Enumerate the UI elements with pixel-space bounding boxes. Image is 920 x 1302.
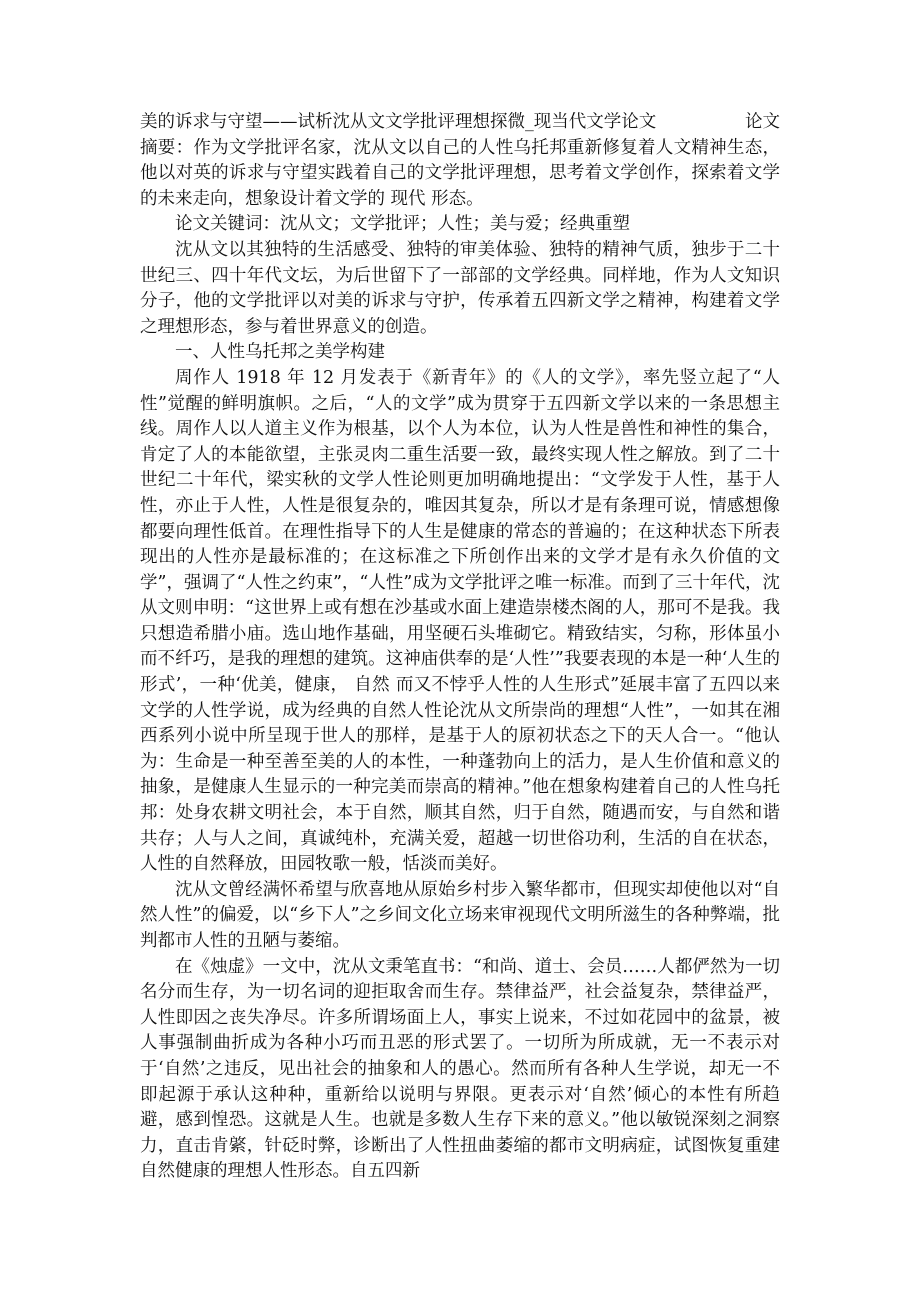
document-title: 美的诉求与守望——试析沈从文文学批评理想探微_现当代文学论文 [140, 112, 657, 132]
title-line [140, 110, 780, 136]
body-paragraph-1: 周作人 1918 年 12 月发表于《新青年》的《人的文学》，率先竖立起了“人性”觉醒的鲜明旗帜。之后，“人的文学”成为贯穿于五四新文学以来的一条思想主线。周作人以人道主义作为根基，以个人为本位，认为人性是兽性和神性的集合，肯定了人的本能欲望，主张灵肉二重生活要一致，最终实现人性之解放。到了二十世纪二十年代，梁实秋的文学人性论则更加明确地提出：“文学发于人性，基于人性，亦止于人性，人性是很复杂的，唯因其复杂，所以才是有条理可说，情感想像都要向理性低首。在理性指导下的人生是健康的常态的普遍的；在这种状态下所表现出的人性亦是最标准的；在这标准之下所创作出来的文学才是有永久价值的文学”，强调了“人性之约束”，“人性”成为文学批评之唯一标准。而到了三十年代，沈从文则申明：“这世界上或有想在沙基或水面上建造崇楼杰阁的人，那可不是我。我只想造希腊小庙。选山地作基础，用坚硬石头堆砌它。精致结实，匀称，形体虽小而不纤巧，是我的理想的建筑。这神庙供奉的是‘人性’”我要表现的本是一种‘人生的形式’，一种‘优美，健康， 自然 而又不悖乎人性的人生形式”延展丰富了五四以来文学的人性学说，成为经典的自然人性论沈从文所崇尚的理想“人性”，一如其在湘西系列小说中所呈现于世人的那样，是基于人的原初状态之下的天人合一。“他认为：生命是一种至善至美的人的本性，一种蓬勃向上的活力，是人生价值和意义的抽象，是健康人生显示的一种完美而崇高的精神。”他在想象构建着自己的人性乌托邦：处身农耕文明社会，本于自然，顺其自然，归于自然，随遇而安，与自然和谐共存；人与人之间，真诚纯朴，充满关爱，超越一切世俗功利，生活的自在状态，人性的自然释放，田园牧歌一般，恬淡而美好。 [140, 367, 780, 875]
abstract-paragraph: 摘要：作为文学批评名家，沈从文以自己的人性乌托邦重新修复着人文精神生态，他以对英的诉求与守望实践着自己的文学批评理想，思考着文学创作，探索着文学的未来走向，想象设计着文学的 现代 形态。 [140, 137, 780, 209]
body-paragraph-3: 在《烛虚》一文中，沈从文秉笔直书：“和尚、道士、会员……人都俨然为一切名分而生存，为一切名词的迎拒取舍而生存。禁律益严，社会益复杂，禁律益严，人性即因之丧失净尽。许多所谓场面上人，事实上说来，不过如花园中的盆景，被人事强制曲折成为各种小巧而丑恶的形式罢了。一切所为所成就，无一不表示对于‘自然’之违反，见出社会的抽象和人的愚心。然而所有各种人生学说，却无一不即起源于承认这种种，重新给以说明与界限。更表示对‘自然’倾心的本性有所趋避，感到惶恐。这就是人生。也就是多数人生存下来的意义。”他以敏锐深刻之洞察力，直击肯綮，针砭时弊，诊断出了人性扭曲萎缩的都市文明病症，试图恢复重建自然健康的理想人性形态。自五四新 [140, 956, 780, 1182]
document-page [140, 110, 780, 1185]
intro-paragraph: 沈从文以其独特的生活感受、独特的审美体验、独特的精神气质，独步于二十世纪三、四十年代文坛，为后世留下了一部部的文学经典。同样地，作为人文知识分子，他的文学批评以对美的诉求与守护，传承着五四新文学之精神，构建着文学之理想形态，参与着世界意义的创造。 [140, 239, 780, 337]
section-heading: 一、人性乌托邦之美学构建 [175, 342, 385, 363]
category-tag: 论文 [745, 112, 780, 132]
body-paragraph-2: 沈从文曾经满怀希望与欣喜地从原始乡村步入繁华都市，但现实却使他以对“自然人性”的偏爱，以“乡下人”之乡间文化立场来审视现代文明所滋生的各种弊端，批判都市人性的丑陋与萎缩。 [140, 879, 780, 951]
keywords-line: 论文关键词：沈从文；文学批评；人性；美与爱；经典重塑 [175, 214, 630, 235]
